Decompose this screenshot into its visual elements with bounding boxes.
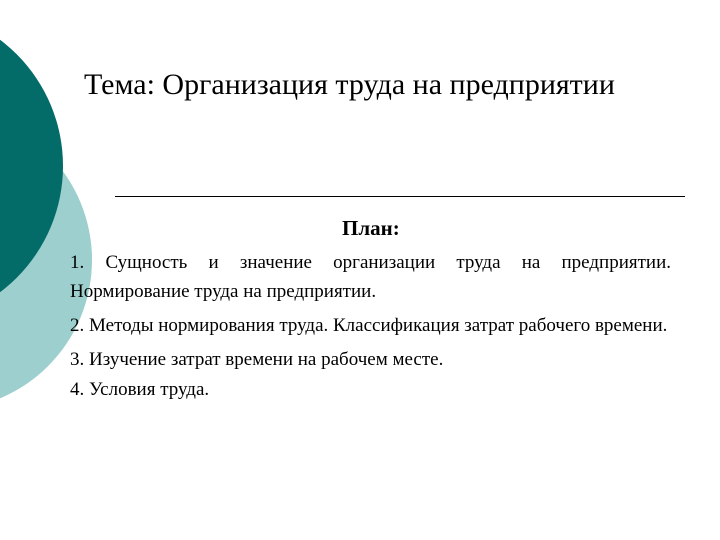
plan-item: 1. Сущность и значение организации труда на предприятии. Нормирование труда на предприятии. <box>70 252 671 302</box>
plan-item: 4. Условия труда. <box>70 379 210 400</box>
title-divider <box>115 196 685 197</box>
plan-heading: План: <box>342 216 400 240</box>
plan-item: 2. Методы нормирования труда. Классификация затрат рабочего времени. <box>70 315 668 336</box>
plan-item: 3. Изучение затрат времени на рабочем месте. <box>70 349 444 370</box>
slide-title: Тема: Организация труда на предприятии <box>84 68 615 101</box>
plan-list <box>70 248 671 409</box>
